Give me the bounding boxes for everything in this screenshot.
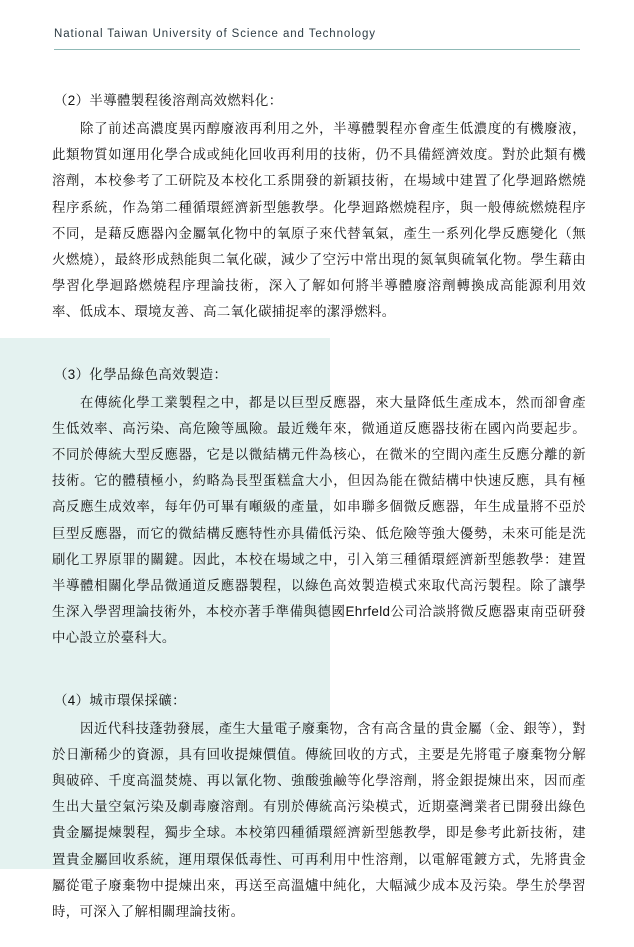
section-green-chemical-manufacturing — [52, 362, 586, 652]
section-spacer — [52, 348, 586, 362]
section-paragraph: 在傳統化學工業製程之中，都是以巨型反應器，來大量降低生產成本，然而卻會產生低效率、高污染、高危險等風險。最近幾年來，微通道反應器技術在國內尚要起步。不同於傳統大型反應器，它是以微結構元件為核心，在微米的空間內產生反應分離的新技術。它的體積極小，約略為長型蛋糕盒大小，但因為能在微結構中快速反應，具有極高反應生成效率，每年仍可畢有噸級的產量，如串聯多個微反應器，年生成量將不亞於巨型反應器，而它的微結構反應特性亦具備低污染、低危險等強大優勢，未來可能是洗刷化工界原罪的關鍵。因此，本校在場域之中，引入第三種循環經濟新型態教學：建置半導體相關化學品微通道反應器製程，以綠色高效製造模式來取代高污製程。除了讓學生深入學習理論技術外，本校亦著手準備與德國Ehrfeld公司洽談將微反應器東南亞研發中心設立於臺科大。 — [52, 394, 586, 646]
document-body — [0, 88, 634, 947]
header-divider — [54, 49, 580, 50]
section-spacer — [52, 674, 586, 688]
section-paragraph: 除了前述高濃度異丙醇廢液再利用之外，半導體製程亦會產生低濃度的有機廢液，此類物質如運用化學合成或純化回收再利用的技術，仍不具備經濟效度。對於此類有機溶劑，本校參考了工研院及本校化工系開發的新穎技術，在場域中建置了化學迴路燃燒程序系統，作為第二種循環經濟新型態教學。化學迴路燃燒程序，與一般傳統燃燒程序不同，是藉反應器內金屬氧化物中的氧原子來代替氧氣，產生一系列化學反應變化（無火燃燒），最終形成熱能與二氧化碳，減少了空污中常出現的氮氧與硫氧化物。學生藉由學習化學迴路燃燒程序理論技術，深入了解如何將半導體廢溶劑轉換成高能源利用效率、低成本、環境友善、高二氧化碳捕捉率的潔淨燃料。 — [52, 121, 586, 320]
section-heading: （3）化學品綠色高效製造： — [54, 366, 228, 382]
page-header — [0, 28, 634, 50]
section-paragraph: 因近代科技蓬勃發展，產生大量電子廢棄物，含有高含量的貴金屬（金、銀等），對於日漸稀少的資源，具有回收提煉價值。傳統回收的方式，主要是先將電子廢棄物分解與破碎、千度高溫焚燒、再以氰化物、強酸強鹼等化學溶劑，將金銀提煉出來，因而產生出大量空氣污染及劇毒廢溶劑。有別於傳統高污染模式，近期臺灣業者已開發出綠色貴金屬提煉製程，獨步全球。本校第四種循環經濟新型態教學，即是參考此新技術，建置貴金屬回收系統，運用環保低毒性、可再利用中性溶劑，以電解電鍍方式，先將貴金屬從電子廢棄物中提煉出來，再送至高溫爐中純化，大幅減少成本及污染。學生於學習時，可深入了解相關理論技術。 — [52, 720, 586, 920]
section-heading: （2）半導體製程後溶劑高效燃料化： — [54, 93, 283, 108]
section-urban-mining — [52, 688, 586, 926]
section-semiconductor-solvent-fuel — [52, 88, 586, 326]
institution-name: National Taiwan University of Science and Technology — [54, 28, 376, 40]
section-heading: （4）城市環保採礦： — [54, 692, 186, 708]
